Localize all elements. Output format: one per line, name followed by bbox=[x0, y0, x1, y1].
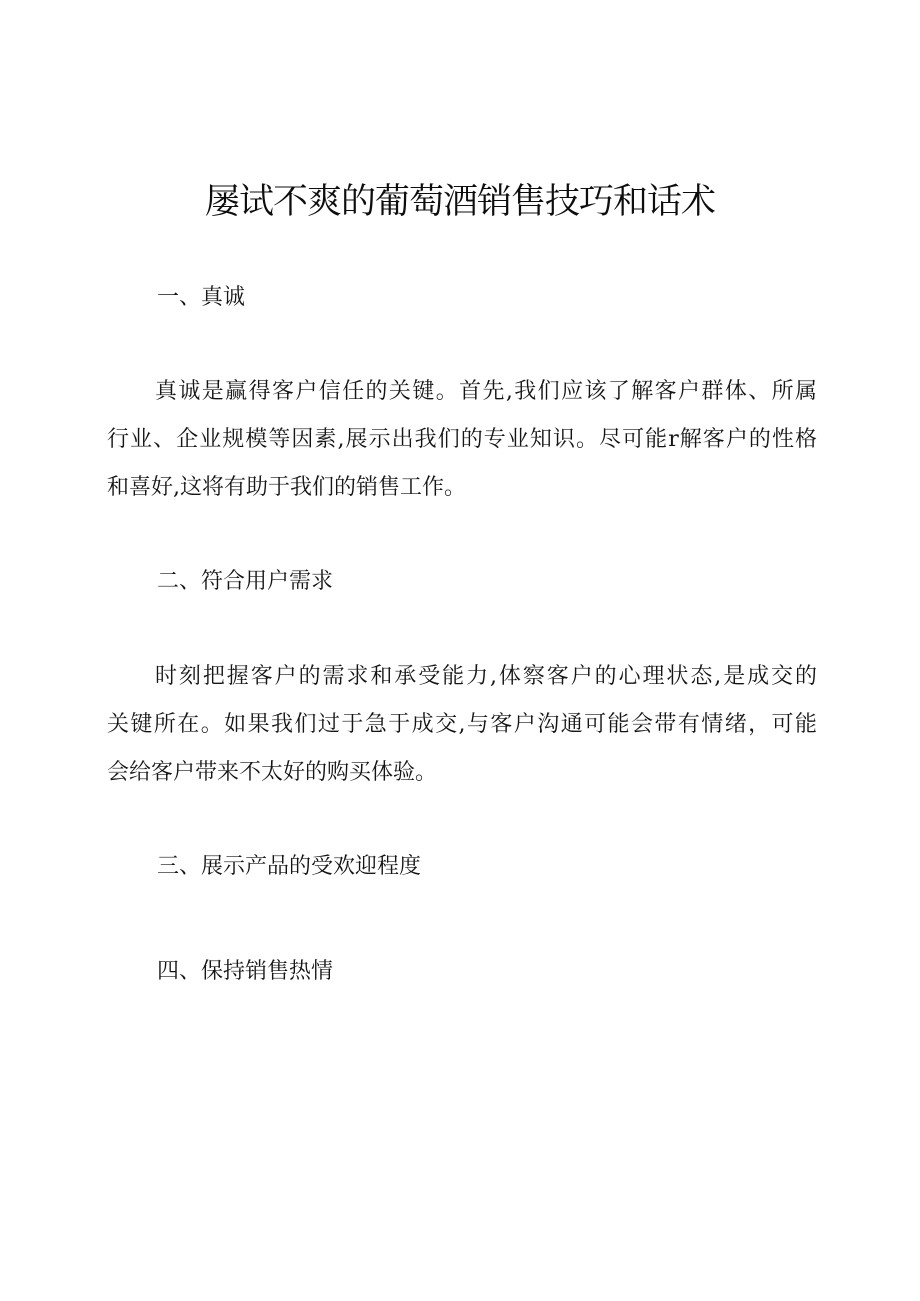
paragraph-line: 关键所在。如果我们过于急于成交,与客户沟通可能会带有情绪，可能 bbox=[107, 712, 817, 737]
section-paragraph-1 bbox=[107, 368, 817, 512]
section-heading-2: 二、符合用户需求 bbox=[157, 569, 334, 594]
section-heading-1: 一、真诚 bbox=[157, 285, 246, 310]
section-heading-4: 四、保持销售热情 bbox=[157, 959, 334, 984]
paragraph-line: 真诚是赢得客户信任的关键。首先,我们应该了解客户群体、所属 bbox=[155, 379, 817, 404]
paragraph-line: 时刻把握客户的需求和承受能力,体察客户的心理状态,是成交的 bbox=[155, 664, 817, 689]
document-title: 屡试不爽的葡萄酒销售技巧和话术 bbox=[204, 182, 715, 222]
section-paragraph-2 bbox=[107, 653, 817, 797]
paragraph-line: 行业、企业规模等因素,展示出我们的专业知识。尽可能r解客户的性格 bbox=[107, 427, 817, 452]
paragraph-line: 会给客户带来不太好的购买体验。 bbox=[107, 760, 438, 785]
section-heading-3: 三、展示产品的受欢迎程度 bbox=[157, 854, 422, 879]
paragraph-line: 和喜好,这将有助于我们的销售工作。 bbox=[107, 475, 466, 500]
